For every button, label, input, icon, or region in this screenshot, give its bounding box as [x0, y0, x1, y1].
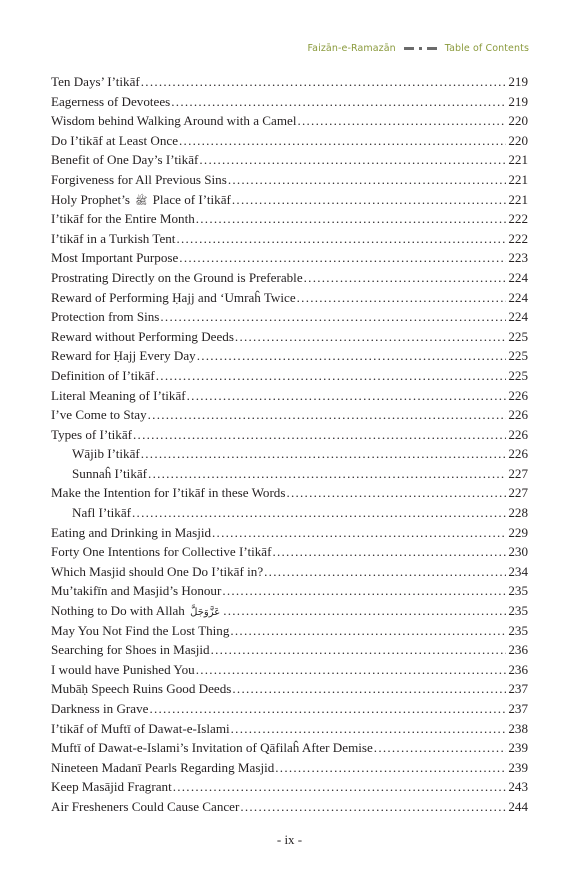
entry-page-number: 223 — [508, 250, 528, 266]
entry-page-number: 224 — [508, 309, 528, 325]
toc-entry[interactable] — [51, 601, 528, 621]
dot-leader — [156, 366, 507, 386]
entry-title: Searching for Shoes in Masjid — [51, 642, 210, 658]
dot-leader — [187, 386, 507, 406]
dot-leader — [199, 150, 506, 170]
honorific-glyph: ﷺ — [135, 195, 148, 207]
entry-page-number: 234 — [508, 563, 528, 579]
entry-title: I’tikāf of Muftī of Dawat-e-Islami — [51, 720, 230, 736]
dot-leader — [297, 288, 507, 308]
section-title: Table of Contents — [444, 42, 529, 54]
entry-title: Definition of I’tikāf — [51, 367, 155, 383]
entry-title: Wisdom behind Walking Around with a Camel — [51, 113, 297, 129]
dot-leader — [211, 640, 507, 660]
dot-leader — [148, 405, 507, 425]
toc-entry[interactable] — [51, 797, 528, 817]
entry-page-number: 225 — [508, 367, 528, 383]
entry-page-number: 236 — [508, 661, 528, 677]
dot-leader — [223, 601, 506, 621]
dot-leader — [196, 209, 507, 229]
entry-title: Darkness in Grave — [51, 701, 149, 716]
toc-entry[interactable] — [51, 621, 528, 641]
entry-title: Eagerness of Devotees — [51, 93, 171, 109]
entry-page-number: 224 — [508, 269, 528, 285]
dot-leader — [304, 268, 507, 288]
entry-title: Muftī of Dawat-e-Islami’s Invitation of Qāfilaĥ After Demise — [51, 740, 373, 756]
dot-leader — [141, 72, 507, 92]
dot-leader — [212, 523, 506, 543]
entry-title: Wājib I’tikāf — [72, 446, 140, 462]
dot-leader — [264, 562, 506, 582]
entry-title: Forty One Intentions for Collective I’tikāf — [51, 544, 272, 560]
dot-leader — [240, 797, 506, 817]
dot-leader — [230, 621, 506, 641]
entry-title: Mu’takifīn and Masjid’s Honour — [51, 583, 222, 599]
dot-leader — [171, 92, 506, 112]
entry-title: Reward for Ḥajj Every Day — [51, 348, 196, 364]
entry-title: Protection from Sins — [51, 309, 160, 325]
toc-entry[interactable] — [51, 758, 528, 778]
entry-title: Nothing to Do with Allah عَزَّوَجَلَّ — [51, 601, 222, 621]
entry-page-number: 225 — [508, 348, 528, 364]
entry-page-number: 230 — [508, 544, 528, 560]
entry-page-number: 226 — [508, 426, 528, 442]
header-separator-icon — [404, 47, 437, 50]
entry-title: Prostrating Directly on the Ground is Preferable — [51, 269, 303, 285]
entry-page-number: 219 — [508, 74, 528, 89]
entry-page-number: 237 — [508, 701, 528, 716]
entry-page-number: 237 — [508, 681, 528, 697]
entry-page-number: 235 — [508, 603, 528, 619]
toc-entry[interactable] — [51, 72, 528, 92]
toc-entry[interactable] — [51, 542, 528, 562]
entry-title: Ten Days’ I’tikāf — [51, 74, 140, 89]
toc-entry[interactable] — [51, 562, 528, 582]
toc-entry[interactable] — [51, 464, 528, 484]
toc-entry[interactable] — [51, 346, 528, 366]
dot-leader — [132, 503, 506, 523]
dot-leader — [176, 229, 506, 249]
entry-title: I’tikāf in a Turkish Tent — [51, 230, 176, 246]
entry-page-number: 220 — [508, 113, 528, 129]
dot-leader — [197, 346, 507, 366]
entry-title: May You Not Find the Lost Thing — [51, 622, 230, 638]
running-header — [307, 41, 529, 55]
entry-page-number: 227 — [508, 465, 528, 481]
entry-page-number: 222 — [508, 230, 528, 246]
book-title: Faizān-e-Ramazān — [307, 42, 396, 54]
entry-page-number: 226 — [508, 446, 528, 462]
entry-title: Nineteen Madanī Pearls Regarding Masjid — [51, 759, 275, 775]
toc-entry[interactable] — [51, 640, 528, 660]
toc-entry[interactable] — [51, 699, 528, 719]
entry-page-number: 239 — [508, 740, 528, 756]
entry-title: Sunnaĥ I’tikāf — [72, 465, 148, 481]
dot-leader — [133, 425, 506, 445]
entry-title: Which Masjid should One Do I’tikāf in? — [51, 563, 264, 579]
toc-entry[interactable] — [51, 111, 528, 131]
page-number: - ix - — [276, 832, 303, 847]
entry-page-number: 235 — [508, 583, 528, 599]
dot-leader — [179, 248, 506, 268]
entry-title: Air Fresheners Could Cause Cancer — [51, 798, 240, 814]
toc-entry[interactable] — [51, 229, 528, 249]
table-of-contents — [51, 72, 528, 817]
toc-entry[interactable] — [51, 366, 528, 386]
dot-leader — [232, 190, 506, 210]
entry-page-number: 244 — [508, 798, 528, 814]
toc-entry[interactable] — [51, 405, 528, 425]
dot-leader — [222, 581, 506, 601]
toc-entry[interactable] — [51, 190, 528, 210]
dot-leader — [232, 679, 506, 699]
toc-entry[interactable] — [51, 327, 528, 347]
dot-leader — [235, 327, 506, 347]
entry-page-number: 228 — [508, 505, 528, 521]
entry-page-number: 226 — [508, 407, 528, 423]
toc-entry[interactable] — [51, 150, 528, 170]
toc-entry[interactable] — [51, 307, 528, 327]
toc-entry[interactable] — [51, 209, 528, 229]
entry-page-number: 220 — [508, 132, 528, 148]
toc-entry[interactable] — [51, 131, 528, 151]
entry-page-number: 221 — [508, 152, 528, 168]
dot-leader — [275, 758, 506, 778]
toc-entry[interactable] — [51, 679, 528, 699]
entry-page-number: 221 — [508, 191, 528, 207]
entry-title: Eating and Drinking in Masjid — [51, 524, 212, 540]
toc-entry[interactable] — [51, 719, 528, 739]
entry-page-number: 225 — [508, 328, 528, 344]
toc-entry[interactable] — [51, 248, 528, 268]
entry-page-number: 236 — [508, 642, 528, 658]
dot-leader — [179, 131, 506, 151]
toc-entry[interactable] — [51, 777, 528, 797]
toc-entry[interactable] — [51, 660, 528, 680]
dot-leader — [160, 307, 506, 327]
entry-title: Nafl I’tikāf — [72, 505, 132, 521]
dot-leader — [272, 542, 506, 562]
entry-page-number: 221 — [508, 171, 528, 187]
toc-entry[interactable] — [51, 386, 528, 406]
entry-page-number: 224 — [508, 289, 528, 305]
toc-entry[interactable] — [51, 170, 528, 190]
entry-title: Benefit of One Day’s I’tikāf — [51, 152, 199, 168]
toc-entry[interactable] — [51, 483, 528, 503]
entry-page-number: 243 — [508, 779, 528, 795]
dot-leader — [148, 464, 506, 484]
dot-leader — [374, 738, 507, 758]
entry-title: Types of I’tikāf — [51, 426, 133, 442]
dot-leader — [196, 660, 507, 680]
entry-title: Most Important Purpose — [51, 250, 179, 266]
toc-entry[interactable] — [51, 444, 528, 464]
toc-entry[interactable] — [51, 268, 528, 288]
entry-page-number: 239 — [508, 759, 528, 775]
entry-title: Do I’tikāf at Least Once — [51, 132, 179, 148]
entry-page-number: 227 — [508, 485, 528, 501]
toc-entry[interactable] — [51, 425, 528, 445]
dot-leader — [173, 777, 507, 797]
dot-leader — [231, 719, 507, 739]
entry-page-number: 235 — [508, 622, 528, 638]
entry-title: Make the Intention for I’tikāf in these Words — [51, 485, 286, 501]
entry-page-number: 219 — [508, 93, 528, 109]
entry-title: Forgiveness for All Previous Sins — [51, 171, 227, 187]
entry-page-number: 238 — [508, 720, 528, 736]
entry-title: I’tikāf for the Entire Month — [51, 211, 195, 227]
entry-title: I’ve Come to Stay — [51, 407, 147, 423]
dot-leader — [228, 170, 507, 190]
entry-title: I would have Punished You — [51, 661, 195, 677]
dot-leader — [286, 483, 506, 503]
toc-entry[interactable] — [51, 503, 528, 523]
entry-title: Literal Meaning of I’tikāf — [51, 387, 186, 403]
entry-page-number: 226 — [508, 387, 528, 403]
entry-title: Mubāḥ Speech Ruins Good Deeds — [51, 681, 232, 697]
entry-title: Holy Prophet’s ﷺ Place of I’tikāf — [51, 190, 231, 210]
entry-title: Reward without Performing Deeds — [51, 328, 234, 344]
toc-entry[interactable] — [51, 523, 528, 543]
entry-title: Keep Masājid Fragrant — [51, 779, 172, 795]
toc-entry[interactable] — [51, 581, 528, 601]
honorific-glyph: عَزَّوَجَلَّ — [190, 607, 221, 619]
entry-title: Reward of Performing Ḥajj and ‘Umraĥ Twice — [51, 289, 296, 305]
toc-entry[interactable] — [51, 288, 528, 308]
toc-entry[interactable] — [51, 738, 528, 758]
entry-page-number: 229 — [508, 524, 528, 540]
dot-leader — [149, 699, 506, 719]
toc-entry[interactable] — [51, 92, 528, 112]
entry-page-number: 222 — [508, 211, 528, 227]
dot-leader — [141, 444, 507, 464]
dot-leader — [297, 111, 506, 131]
